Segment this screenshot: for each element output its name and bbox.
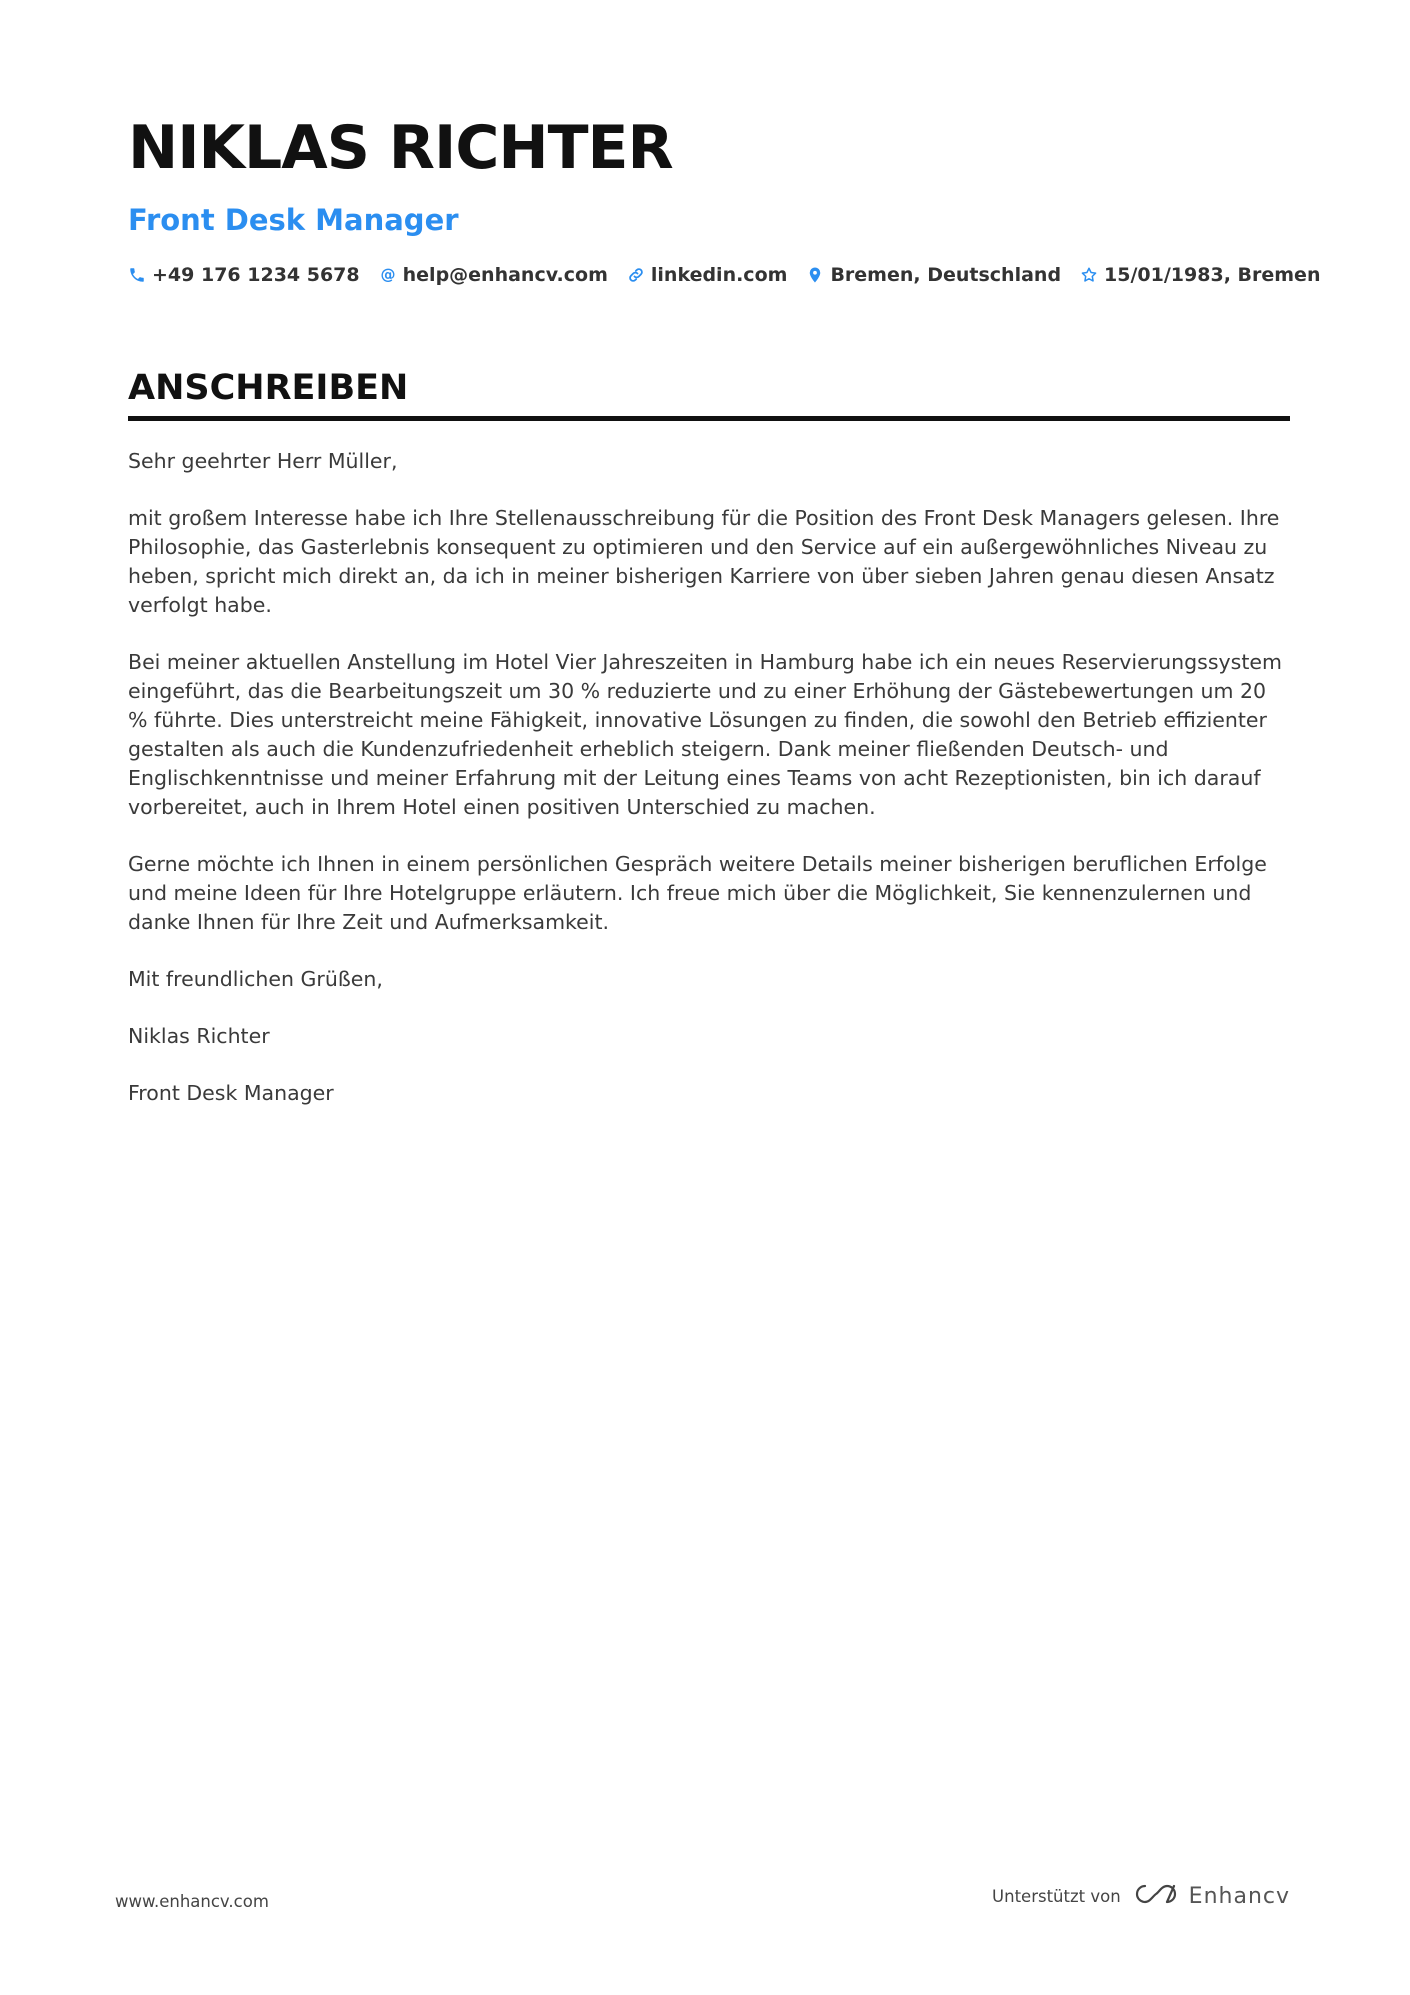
section-divider: [128, 416, 1290, 421]
footer-branding[interactable]: [992, 1880, 1290, 1912]
at-icon: [379, 266, 397, 284]
section-title: ANSCHREIBEN: [128, 368, 409, 408]
contact-email[interactable]: [379, 264, 608, 286]
letter-closing: Mit freundlichen Grüßen,: [128, 967, 383, 991]
candidate-role: Front Desk Manager: [128, 203, 459, 237]
footer-website[interactable]: www.enhancv.com: [115, 1892, 269, 1911]
svg-text:@: @: [380, 266, 396, 284]
letter-paragraph-3: Gerne möchte ich Ihnen in einem persönlichen Gespräch weitere Details meiner bisherigen beruflichen Erfolge und meine Ideen für Ihre Hotelgruppe erläutern. Ich freue mich über die Möglichkeit, Sie kennenzulernen und danke Ihnen für Ihre Zeit und Aufmerksamkeit.: [128, 852, 1267, 934]
signature-title: Front Desk Manager: [128, 1081, 334, 1105]
location-text: Bremen, Deutschland: [830, 264, 1062, 286]
candidate-name: NIKLAS RICHTER: [128, 113, 673, 183]
email-text: help@enhancv.com: [402, 264, 608, 286]
letter-salutation: Sehr geehrter Herr Müller,: [128, 449, 398, 473]
letter-body: [128, 447, 1290, 1108]
powered-by-text: Unterstützt von: [992, 1886, 1121, 1906]
birth-text: 15/01/1983, Bremen: [1104, 264, 1321, 286]
enhancv-logo-icon: [1133, 1880, 1189, 1912]
contact-location: [806, 264, 1061, 286]
contact-bar: [128, 264, 1321, 286]
cover-letter-section: [128, 364, 1290, 1136]
signature-name: Niklas Richter: [128, 1024, 270, 1048]
contact-birth: [1080, 264, 1320, 286]
brand-name: Enhancv: [1188, 1883, 1290, 1909]
linkedin-text: linkedin.com: [650, 264, 788, 286]
phone-text: +49 176 1234 5678: [152, 264, 360, 286]
header: [128, 108, 1321, 286]
phone-icon: [128, 266, 146, 284]
link-icon: [627, 266, 645, 284]
contact-phone: [128, 264, 360, 286]
letter-paragraph-1: mit großem Interesse habe ich Ihre Stellenausschreibung für die Position des Front Desk Managers gelesen. Ihre Philosophie, das Gasterlebnis konsequent zu optimieren und den Service auf ein außergewöhnliches Niveau zu heben, spricht mich direkt an, da ich in meiner bisherigen Karriere von über sieben Jahren genau diesen Ansatz verfolgt habe.: [128, 506, 1280, 617]
contact-linkedin[interactable]: [627, 264, 788, 286]
star-icon: [1080, 266, 1098, 284]
map-pin-icon: [806, 266, 824, 284]
letter-paragraph-2: Bei meiner aktuellen Anstellung im Hotel Vier Jahreszeiten in Hamburg habe ich ein neues Reservierungssystem eingeführt, das die Bearbeitungszeit um 30 % reduzierte und zu einer Erhöhung der Gästebewertungen um 20 % führte. Dies unterstreicht meine Fähigkeit, innovative Lösungen zu finden, die sowohl den Betrieb effizienter gestalten als auch die Kundenzufriedenheit erheblich steigern. Dank meiner fließenden Deutsch- und Englischkenntnisse und meiner Erfahrung mit der Leitung eines Teams von acht Rezeptionisten, bin ich darauf vorbereitet, auch in Ihrem Hotel einen positiven Unterschied zu machen.: [128, 650, 1282, 819]
